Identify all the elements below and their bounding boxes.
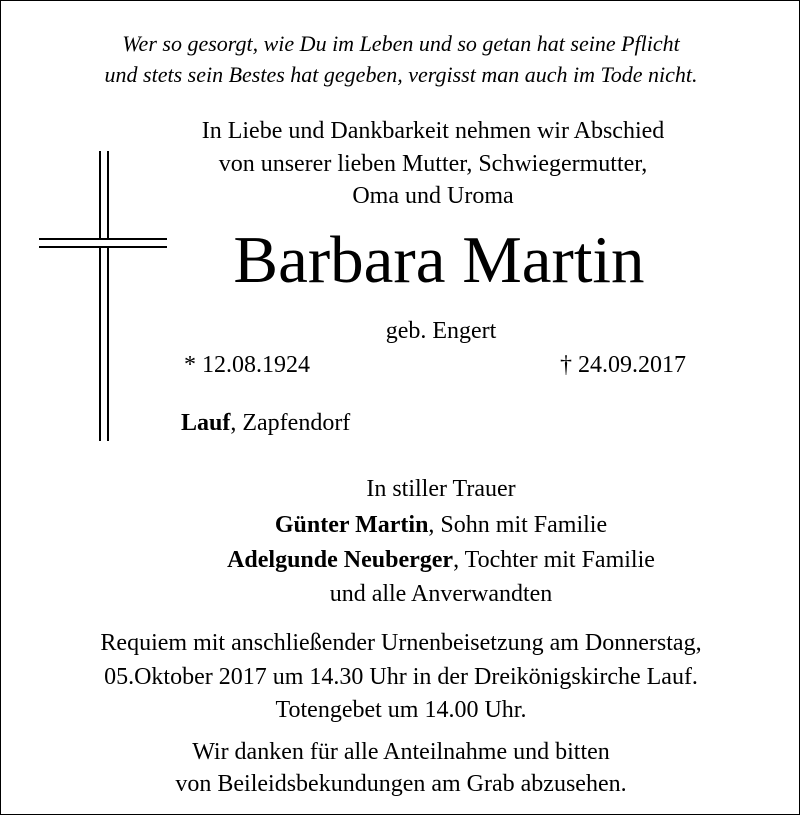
death-date-line bbox=[560, 353, 686, 377]
places bbox=[181, 411, 350, 435]
birth-date: * 12.08.1924 bbox=[184, 352, 310, 378]
mourner-son bbox=[41, 513, 800, 537]
closing-line-2: von Beileidsbekundungen am Grab abzusehen. bbox=[175, 771, 627, 797]
mourner-daughter bbox=[41, 548, 800, 572]
place-secondary: , Zapfendorf bbox=[230, 410, 351, 436]
mourners-others: und alle Anverwandten bbox=[329, 581, 553, 607]
place-primary: Lauf bbox=[181, 410, 231, 436]
verse-line-1: Wer so gesorgt, wie Du im Leben und so getan hat seine Pflicht bbox=[122, 31, 680, 56]
service-line-2: 05.Oktober 2017 um 14.30 Uhr in der Dreikönigskirche Lauf. bbox=[104, 664, 698, 690]
mourner-son-relation: , Sohn mit Familie bbox=[428, 512, 608, 538]
mourner-daughter-name: Adelgunde Neuberger bbox=[227, 547, 454, 573]
maiden-name: geb. Engert bbox=[385, 318, 497, 344]
service-line-3: Totengebet um 14.00 Uhr. bbox=[275, 697, 527, 723]
cross-icon bbox=[99, 151, 109, 441]
death-date: 24.09.2017 bbox=[578, 352, 686, 378]
intro-line-1: In Liebe und Dankbarkeit nehmen wir Abschied bbox=[201, 118, 665, 144]
verse-line-2: und stets sein Bestes hat gegeben, vergisst man auch im Tode nicht. bbox=[104, 62, 698, 87]
deceased-name: Barbara Martin bbox=[233, 223, 645, 297]
service-line-1: Requiem mit anschließender Urnenbeisetzung am Donnerstag, bbox=[100, 630, 702, 656]
mourners-heading: In stiller Trauer bbox=[366, 476, 516, 502]
closing-line-1: Wir danken für alle Anteilnahme und bitten bbox=[192, 739, 610, 765]
intro-line-3: Oma und Uroma bbox=[352, 183, 514, 209]
dagger-icon: † bbox=[560, 352, 572, 378]
mourner-daughter-relation: , Tochter mit Familie bbox=[453, 547, 655, 573]
intro-line-2: von unserer lieben Mutter, Schwiegermutter, bbox=[218, 151, 648, 177]
mourner-son-name: Günter Martin bbox=[274, 512, 429, 538]
